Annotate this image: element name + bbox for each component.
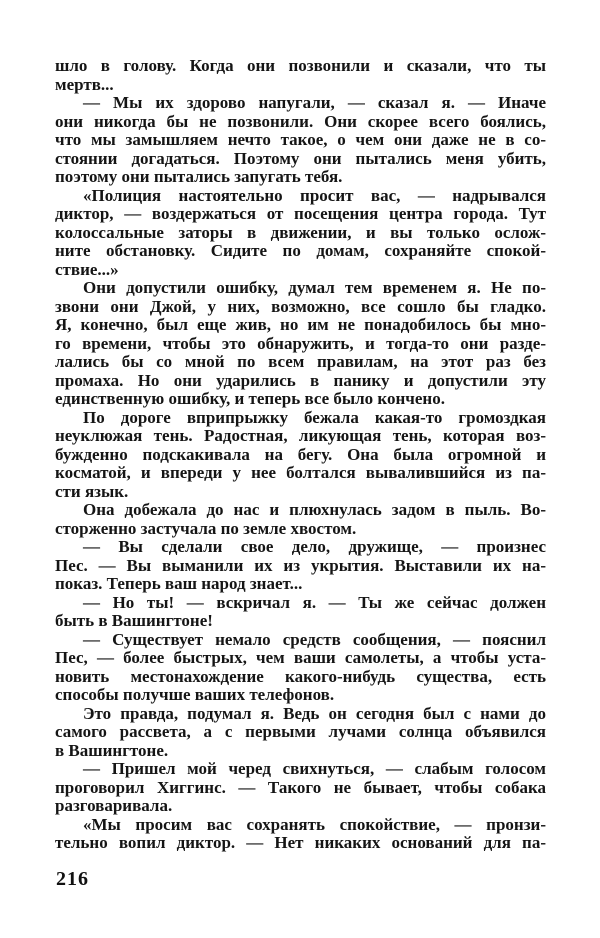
text-line: промаха. Но они ударились в панику и допустили эту [55, 370, 546, 390]
text-line: Она добежала до нас и плюхнулась задом в пыль. Во- [83, 500, 546, 519]
text-line: го времени, чтобы это обнаружить, и тогда-то они разде- [55, 333, 546, 353]
text-line: звони они Джой, у них, возможно, все сошло бы гладко. [55, 296, 546, 316]
text-line: неуклюжая тень. Радостная, ликующая тень, которая воз- [55, 426, 546, 445]
text-line: способы получше ваших телефонов. [55, 685, 335, 704]
paragraph [55, 409, 546, 502]
paragraph [55, 816, 546, 853]
text-line: в Вашингтоне. [55, 740, 169, 760]
paragraph [55, 760, 546, 816]
paragraph [55, 187, 546, 280]
text-line: разговаривала. [55, 796, 173, 815]
text-line: Я, конечно, был еще жив, но им не понадобилось бы мно- [55, 315, 546, 334]
text-line: что мы замышляем нечто такое, о чем они даже не в со- [55, 130, 546, 149]
text-line: колоссальные заторы в движении, и вы только ослож- [55, 222, 546, 242]
text-line: «Мы просим вас сохранять спокойствие, — пронзи- [83, 814, 546, 834]
text-line: диктор, — воздержаться от посещения центра города. Тут [55, 204, 546, 223]
paragraph [55, 279, 546, 409]
text-line: стоянии догадаться. Поэтому они пытались меня убить, [55, 148, 546, 168]
text-line: единственную ошибку, и теперь все было кончено. [55, 389, 445, 408]
text-line: — Но ты! — вскричал я. — Ты же сейчас должен [83, 592, 546, 612]
paragraph [55, 94, 546, 187]
text-line: они никогда бы не позвонили. Они скорее всего боялись, [55, 111, 546, 131]
text-line: ствие...» [55, 259, 119, 279]
text-line: новить местонахождение какого-нибудь существа, есть [55, 666, 546, 686]
text-line: Пес. — Вы выманили их из укрытия. Выставили их на- [55, 555, 546, 575]
text-line: — Существует немало средств сообщения, — пояснил [83, 629, 546, 649]
text-line: проговорил Хиггинс. — Такого не бывает, чтобы собака [55, 777, 546, 797]
text-line: тельно вопил диктор. — Нет никаких оснований для па- [55, 833, 546, 852]
paragraph [55, 501, 546, 538]
paragraph [55, 57, 546, 94]
text-line: Они допустили ошибку, думал тем временем я. Не по- [83, 278, 546, 297]
text-line: сторженно застучала по земле хвостом. [55, 518, 357, 538]
text-line: «Полиция настоятельно просит вас, — надрывался [83, 185, 546, 205]
text-line: бужденно подскакивала на бегу. Она была огромной и [55, 444, 546, 464]
paragraph [55, 594, 546, 631]
text-line: показ. Теперь ваш народ знает... [55, 574, 303, 593]
text-line: шло в голову. Когда они позвонили и сказали, что ты [55, 56, 546, 75]
paragraph [55, 538, 546, 594]
text-line: самого рассвета, а с первыми лучами солнца объявился [55, 722, 546, 741]
text-line: По дороге вприпрыжку бежала какая-то громоздкая [83, 407, 546, 427]
text-line: — Вы сделали свое дело, дружище, — произнес [83, 537, 546, 556]
text-line: Пес, — более быстрых, чем ваши самолеты, а чтобы уста- [55, 648, 546, 667]
text-line: — Пришел мой черед свихнуться, — слабым голосом [83, 759, 546, 778]
text-line: мертв... [55, 74, 114, 94]
text-line: сти язык. [55, 481, 129, 501]
paragraph [55, 631, 546, 705]
text-column [55, 57, 546, 853]
text-line: косматой, и впереди у нее болтался вывалившийся из па- [55, 463, 546, 482]
text-line: Это правда, подумал я. Ведь он сегодня был с нами до [83, 703, 546, 723]
text-line: поэтому они пытались запугать тебя. [55, 167, 343, 186]
text-line: — Мы их здорово напугали, — сказал я. — Иначе [83, 93, 546, 112]
text-line: ните обстановку. Сидите по домам, сохраняйте спокой- [55, 241, 546, 260]
paragraph [55, 705, 546, 761]
text-line: быть в Вашингтоне! [55, 611, 213, 630]
text-line: лались бы со мной по всем правилам, на этот раз без [55, 352, 546, 371]
page-number: 216 [56, 868, 89, 890]
